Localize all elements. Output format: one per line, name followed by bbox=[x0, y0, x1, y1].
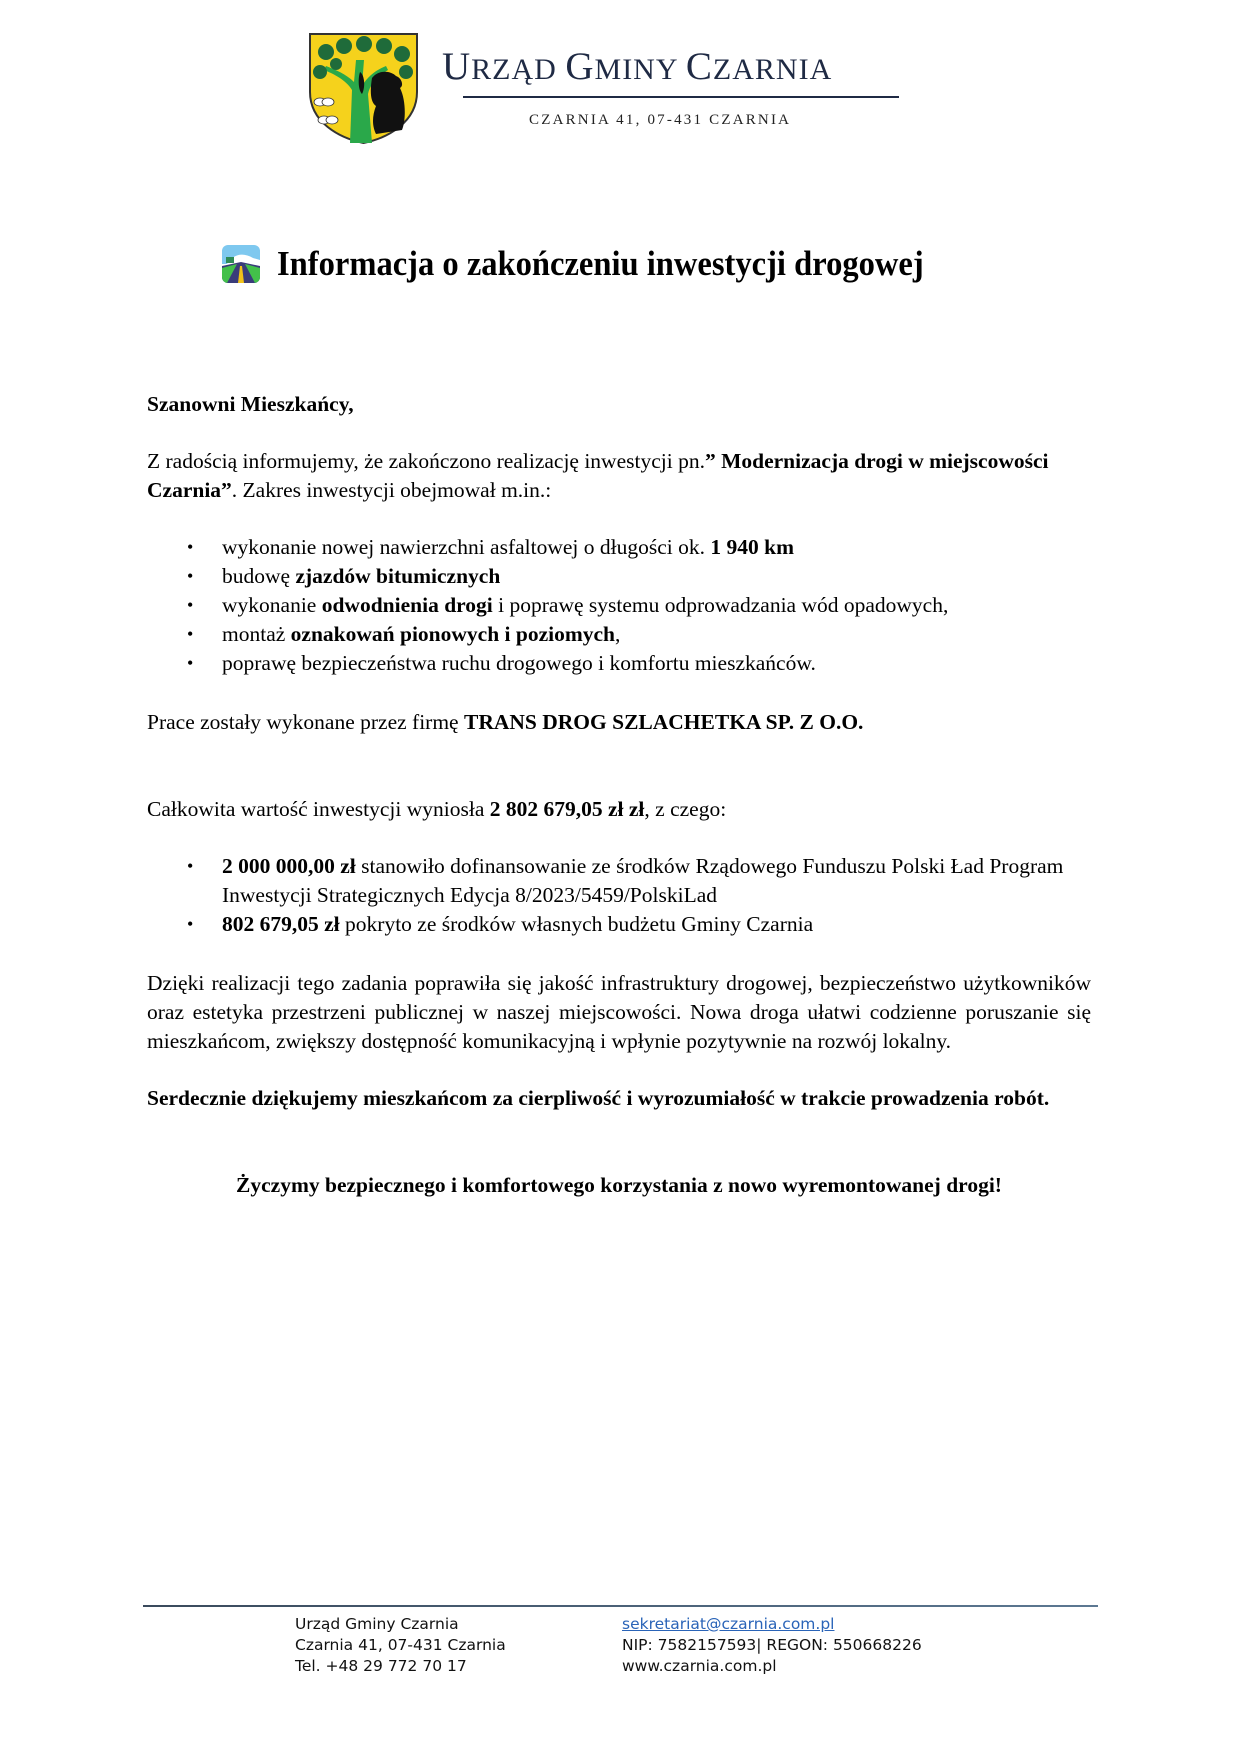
total-value-paragraph: Całkowita wartość inwestycji wyniosła 2 802 679,05 zł zł, z czego: bbox=[147, 797, 727, 821]
scope-item: • budowę zjazdów bitumicznych bbox=[147, 562, 1091, 591]
intro-paragraph: Z radością informujemy, że zakończono realizację inwestycji pn.” Modernizacja drogi w miejscowości Czarnia”. Zakres inwestycji obejmował m.in.: bbox=[147, 449, 1049, 502]
bullet-icon: • bbox=[187, 914, 194, 934]
scope-list bbox=[147, 533, 1091, 678]
funding-item: • 2 000 000,00 zł stanowiło dofinansowanie ze środków Rządowego Funduszu Polski Ład Program Inwestycji Strategicznych Edycja 8/2023/5459/PolskiLad bbox=[187, 854, 1064, 907]
scope-item: • poprawę bezpieczeństwa ruchu drogowego i komfortu mieszkańców. bbox=[147, 649, 1091, 678]
bullet-icon: • bbox=[187, 566, 194, 586]
scope-item: • montaż oznakowań pionowych i poziomych, bbox=[147, 620, 1091, 649]
scope-item: • wykonanie odwodnienia drogi i poprawę systemu odprowadzania wód opadowych, bbox=[147, 591, 1091, 620]
closing-wish: Życzymy bezpiecznego i komfortowego korzystania z nowo wyremontowanej drogi! bbox=[236, 1173, 1002, 1197]
document-title-row bbox=[221, 244, 972, 284]
coat-of-arms-icon bbox=[306, 30, 421, 145]
footer-phone: Tel. +48 29 772 70 17 bbox=[295, 1657, 467, 1675]
funding-list bbox=[147, 852, 1091, 939]
bullet-icon: • bbox=[187, 595, 194, 615]
scope-item: • wykonanie nowej nawierzchni asfaltowej o długości ok. 1 940 km bbox=[147, 533, 1091, 562]
bullet-icon: • bbox=[187, 653, 194, 673]
org-name: URZĄD GMINY CZARNIA bbox=[442, 45, 833, 88]
thanks-paragraph: Serdecznie dziękujemy mieszkańcom za cierpliwość i wyrozumiałość w trakcie prowadzenia robót. bbox=[147, 1086, 1050, 1110]
document-title: Informacja o zakończeniu inwestycji drogowej bbox=[277, 244, 924, 283]
footer-email-link[interactable]: sekretariat@czarnia.com.pl bbox=[622, 1615, 835, 1633]
bullet-icon: • bbox=[187, 624, 194, 644]
org-address: CZARNIA 41, 07-431 CZARNIA bbox=[529, 112, 792, 128]
letter-body bbox=[147, 390, 1091, 1200]
footer-divider bbox=[143, 1605, 1098, 1607]
funding-item: • 802 679,05 zł pokryto ze środków własnych budżetu Gminy Czarnia bbox=[147, 910, 1091, 939]
footer-registry-ids: NIP: 7582157593| REGON: 550668226 bbox=[622, 1636, 922, 1654]
road-icon bbox=[221, 244, 261, 284]
footer-contact bbox=[295, 1614, 506, 1677]
header-divider bbox=[463, 96, 899, 98]
greeting: Szanowni Mieszkańcy, bbox=[147, 392, 354, 416]
bullet-icon: • bbox=[187, 537, 194, 557]
footer-details bbox=[622, 1614, 922, 1677]
footer-website[interactable]: www.czarnia.com.pl bbox=[622, 1657, 777, 1675]
impact-paragraph: Dzięki realizacji tego zadania poprawiła się jakość infrastruktury drogowej, bezpieczeństwo użytkowników oraz estetyka przestrzeni publicznej w naszej miejscowości. Nowa droga ułatwi codzienne poruszanie się mieszkańcom, zwiększy dostępność komunikacyjną i wpłynie pozytywnie na rozwój lokalny. bbox=[147, 971, 1091, 1053]
footer-address: Czarnia 41, 07-431 Czarnia bbox=[295, 1636, 506, 1654]
footer-org-name: Urząd Gminy Czarnia bbox=[295, 1615, 459, 1633]
contractor-paragraph: Prace zostały wykonane przez firmę TRANS DROG SZLACHETKA SP. Z O.O. bbox=[147, 710, 864, 734]
bullet-icon: • bbox=[187, 856, 194, 876]
